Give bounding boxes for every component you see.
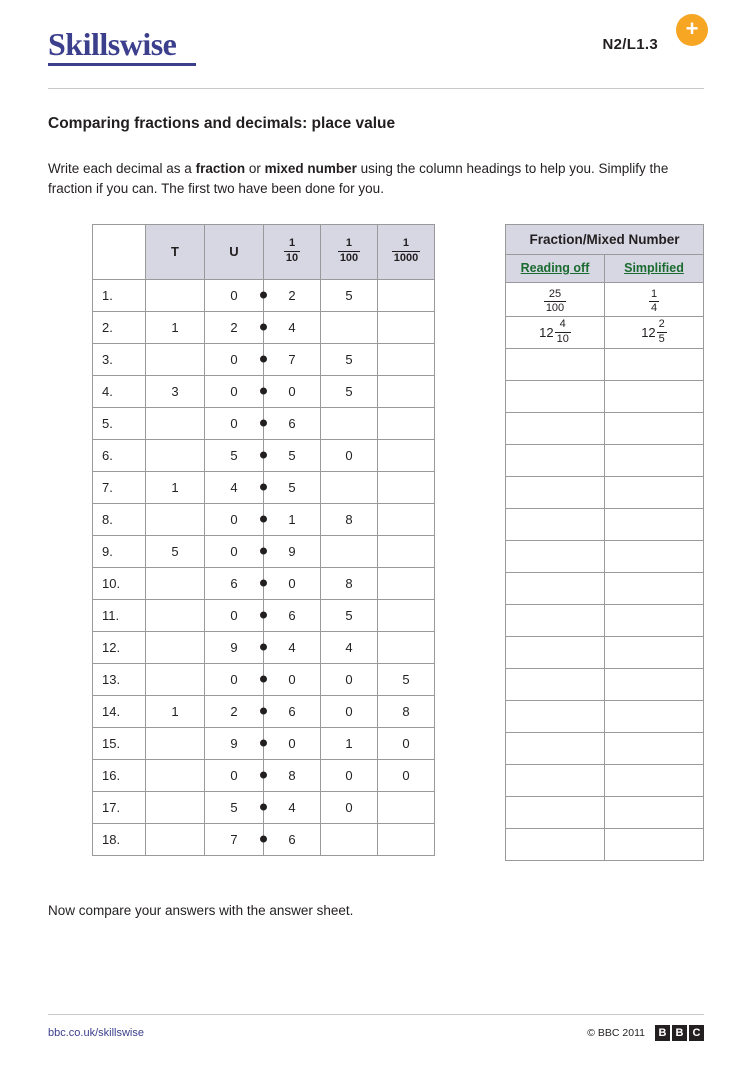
table-row — [93, 663, 435, 695]
cell-tens[interactable] — [146, 439, 205, 471]
cell-tens[interactable] — [146, 279, 205, 311]
cell-units[interactable]: 0 — [205, 759, 264, 791]
cell-thousandths[interactable] — [378, 535, 435, 567]
cell-units[interactable]: 2 — [205, 695, 264, 727]
cell-hundredths[interactable]: 4 — [321, 631, 378, 663]
cell-units[interactable]: 0 — [205, 599, 264, 631]
denominator: 100 — [545, 302, 565, 315]
cell-simplified[interactable] — [605, 636, 704, 668]
cell-tens[interactable] — [146, 823, 205, 855]
cell-simplified[interactable] — [605, 444, 704, 476]
fraction-thousandths: $\frac{1}{1000}$ — [393, 237, 419, 264]
cell-tens[interactable] — [146, 791, 205, 823]
row-number: 13. — [93, 663, 146, 695]
row-number: 6. — [93, 439, 146, 471]
cell-units[interactable]: 7 — [205, 823, 264, 855]
bbc-letter: C — [689, 1025, 704, 1041]
row-number: 10. — [93, 567, 146, 599]
footer-row — [48, 1025, 704, 1041]
answer-group-header: Fraction/Mixed Number — [506, 224, 704, 254]
answer-row — [506, 476, 704, 508]
fraction-tenths: $\frac{1}{10}$ — [285, 237, 299, 264]
cell-reading-off[interactable] — [506, 700, 605, 732]
cell-hundredths[interactable] — [321, 407, 378, 439]
cell-hundredths[interactable]: 0 — [321, 791, 378, 823]
decimal-point-icon — [260, 388, 267, 395]
logo-underline — [48, 63, 196, 66]
cell-reading-off[interactable] — [506, 796, 605, 828]
cell-simplified[interactable] — [605, 732, 704, 764]
answer-row — [506, 316, 704, 348]
answer-table-head — [506, 224, 704, 282]
cell-reading-off[interactable] — [506, 668, 605, 700]
answer-row — [506, 668, 704, 700]
cell-reading-off[interactable] — [506, 476, 605, 508]
row-number: 14. — [93, 695, 146, 727]
decimal-point-icon — [260, 612, 267, 619]
table-row — [93, 471, 435, 503]
answer-row — [506, 732, 704, 764]
table-row — [93, 311, 435, 343]
cell-hundredths[interactable]: 0 — [321, 695, 378, 727]
answer-sub-header-row — [506, 254, 704, 282]
decimal-point-icon — [260, 548, 267, 555]
whole-part: 12 — [641, 324, 656, 340]
cell-reading-off[interactable] — [506, 764, 605, 796]
cell-units[interactable]: 5 — [205, 791, 264, 823]
header-blank — [93, 224, 146, 279]
fraction-hundredths: $\frac{1}{100}$ — [339, 237, 359, 264]
cell-tenths[interactable]: 7 — [264, 343, 321, 375]
place-value-table-head — [93, 224, 435, 279]
instructions-bold-mixed: mixed number — [264, 161, 357, 176]
cell-thousandths[interactable] — [378, 599, 435, 631]
header-hundredths — [321, 224, 378, 279]
cell-thousandths[interactable] — [378, 279, 435, 311]
cell-tens[interactable] — [146, 663, 205, 695]
cell-simplified[interactable] — [605, 412, 704, 444]
fraction-part — [649, 289, 659, 315]
cell-simplified[interactable] — [605, 540, 704, 572]
cell-units[interactable]: 0 — [205, 375, 264, 407]
answer-table — [505, 224, 704, 861]
footer-url[interactable]: bbc.co.uk/skillswise — [48, 1027, 144, 1039]
answer-row — [506, 380, 704, 412]
header-right — [602, 16, 704, 60]
cell-tens[interactable]: 1 — [146, 311, 205, 343]
cell-hundredths[interactable]: 8 — [321, 567, 378, 599]
cell-thousandths[interactable] — [378, 503, 435, 535]
row-number: 11. — [93, 599, 146, 631]
cell-reading-off[interactable] — [506, 380, 605, 412]
page-title: Comparing fractions and decimals: place value — [48, 115, 396, 132]
table-row — [93, 695, 435, 727]
whole-part: 12 — [539, 324, 554, 340]
row-number: 4. — [93, 375, 146, 407]
table-row — [93, 599, 435, 631]
cell-thousandths[interactable]: 0 — [378, 727, 435, 759]
footer-divider — [48, 1014, 704, 1015]
closing-note: Now compare your answers with the answer sheet. — [48, 902, 354, 918]
denominator: 4 — [650, 302, 658, 315]
denominator: 5 — [658, 332, 665, 345]
cell-simplified[interactable] — [605, 700, 704, 732]
cell-hundredths[interactable]: 0 — [321, 759, 378, 791]
cell-units[interactable]: 0 — [205, 503, 264, 535]
cell-hundredths[interactable]: 5 — [321, 279, 378, 311]
cell-hundredths[interactable] — [321, 311, 378, 343]
cell-reading-off[interactable] — [506, 540, 605, 572]
decimal-point-icon — [260, 484, 267, 491]
cell-simplified[interactable] — [605, 380, 704, 412]
decimal-point-icon — [260, 324, 267, 331]
cell-thousandths[interactable]: 5 — [378, 663, 435, 695]
cell-units[interactable]: 6 — [205, 567, 264, 599]
table-row — [93, 631, 435, 663]
place-value-table — [92, 224, 435, 856]
mixed-number — [544, 289, 566, 315]
place-value-table-body — [93, 279, 435, 855]
cell-simplified[interactable] — [605, 764, 704, 796]
cell-hundredths[interactable] — [321, 471, 378, 503]
row-number: 7. — [93, 471, 146, 503]
answer-row — [506, 636, 704, 668]
cell-tens[interactable]: 1 — [146, 695, 205, 727]
copyright-text: © BBC 2011 — [587, 1027, 645, 1039]
decimal-point-icon — [260, 836, 267, 843]
row-number: 12. — [93, 631, 146, 663]
table-row — [93, 375, 435, 407]
cell-tenths[interactable]: 6 — [264, 599, 321, 631]
cell-tenths[interactable]: 8 — [264, 759, 321, 791]
answer-row — [506, 412, 704, 444]
table-row — [93, 279, 435, 311]
answer-table-body — [506, 282, 704, 860]
cell-tenths[interactable]: 6 — [264, 407, 321, 439]
fraction-part — [555, 319, 571, 345]
cell-units[interactable]: 2 — [205, 311, 264, 343]
instructions — [48, 159, 688, 200]
decimal-point-icon — [260, 420, 267, 427]
cell-thousandths[interactable]: 8 — [378, 695, 435, 727]
cell-simplified[interactable] — [605, 476, 704, 508]
decimal-point-icon — [260, 772, 267, 779]
decimal-point-icon — [260, 292, 267, 299]
decimal-point-icon — [260, 580, 267, 587]
row-number: 16. — [93, 759, 146, 791]
row-number: 8. — [93, 503, 146, 535]
instructions-bold-fraction: fraction — [195, 161, 246, 176]
cell-simplified[interactable] — [605, 348, 704, 380]
cell-reading-off[interactable] — [506, 572, 605, 604]
decimal-point-icon — [260, 356, 267, 363]
cell-reading-off[interactable] — [506, 828, 605, 860]
cell-tens[interactable] — [146, 727, 205, 759]
cell-tenths[interactable]: 4 — [264, 311, 321, 343]
answer-row — [506, 282, 704, 316]
cell-thousandths[interactable]: 0 — [378, 759, 435, 791]
table-header-row — [93, 224, 435, 279]
tables-wrapper — [92, 224, 704, 861]
cell-hundredths[interactable]: 1 — [321, 727, 378, 759]
cell-units[interactable]: 0 — [205, 407, 264, 439]
cell-tenths[interactable]: 0 — [264, 567, 321, 599]
decimal-point-icon — [260, 708, 267, 715]
cell-tens[interactable]: 3 — [146, 375, 205, 407]
cell-tenths[interactable]: 6 — [264, 695, 321, 727]
answer-header-reading-off: Reading off — [506, 254, 605, 282]
cell-tens[interactable] — [146, 407, 205, 439]
row-number: 1. — [93, 279, 146, 311]
answer-row — [506, 604, 704, 636]
row-number: 17. — [93, 791, 146, 823]
answer-row — [506, 508, 704, 540]
cell-units[interactable]: 5 — [205, 439, 264, 471]
row-number: 9. — [93, 535, 146, 567]
cell-simplified[interactable] — [605, 796, 704, 828]
cell-hundredths[interactable]: 5 — [321, 599, 378, 631]
table-row — [93, 823, 435, 855]
cell-reading-off[interactable] — [506, 636, 605, 668]
bbc-letter: B — [655, 1025, 670, 1041]
answer-row — [506, 796, 704, 828]
mixed-number — [641, 319, 667, 345]
cell-tens[interactable] — [146, 631, 205, 663]
cell-hundredths[interactable]: 0 — [321, 439, 378, 471]
cell-thousandths[interactable] — [378, 471, 435, 503]
row-number: 3. — [93, 343, 146, 375]
cell-reading-off[interactable] — [506, 508, 605, 540]
table-row — [93, 343, 435, 375]
cell-tenths[interactable]: 1 — [264, 503, 321, 535]
cell-simplified[interactable] — [605, 316, 704, 348]
cell-units[interactable]: 0 — [205, 663, 264, 695]
skillswise-logo — [48, 28, 176, 60]
page-footer — [48, 1014, 704, 1041]
decimal-point-icon — [260, 452, 267, 459]
cell-hundredths[interactable]: 5 — [321, 375, 378, 407]
answer-row — [506, 348, 704, 380]
decimal-point-icon — [260, 644, 267, 651]
cell-tenths[interactable]: 6 — [264, 823, 321, 855]
cell-reading-off[interactable] — [506, 282, 605, 316]
cell-tenths[interactable]: 0 — [264, 663, 321, 695]
table-row — [93, 503, 435, 535]
cell-hundredths[interactable] — [321, 535, 378, 567]
row-number: 15. — [93, 727, 146, 759]
cell-units[interactable]: 0 — [205, 343, 264, 375]
cell-simplified[interactable] — [605, 508, 704, 540]
table-row — [93, 791, 435, 823]
cell-thousandths[interactable] — [378, 791, 435, 823]
row-number: 18. — [93, 823, 146, 855]
table-row — [93, 407, 435, 439]
cell-reading-off[interactable] — [506, 412, 605, 444]
answer-row — [506, 700, 704, 732]
table-row — [93, 567, 435, 599]
cell-hundredths[interactable]: 0 — [321, 663, 378, 695]
cell-tens[interactable] — [146, 343, 205, 375]
cell-reading-off[interactable] — [506, 348, 605, 380]
cell-hundredths[interactable]: 5 — [321, 343, 378, 375]
cell-tenths[interactable]: 5 — [264, 439, 321, 471]
cell-units[interactable]: 9 — [205, 631, 264, 663]
answer-row — [506, 444, 704, 476]
cell-tenths[interactable]: 0 — [264, 727, 321, 759]
cell-tens[interactable]: 1 — [146, 471, 205, 503]
cell-simplified[interactable] — [605, 572, 704, 604]
instructions-part3: using the column headings to help you. Simplify the fraction if you can. The first two have been done for you. — [48, 161, 669, 197]
numerator: 25 — [548, 287, 562, 300]
answer-row — [506, 828, 704, 860]
cell-tenths[interactable]: 0 — [264, 375, 321, 407]
table-row — [93, 535, 435, 567]
answer-row — [506, 572, 704, 604]
cell-tenths[interactable]: 2 — [264, 279, 321, 311]
header-thousandths — [378, 224, 435, 279]
cell-simplified[interactable] — [605, 282, 704, 316]
mixed-number — [539, 319, 571, 345]
cell-units[interactable]: 0 — [205, 279, 264, 311]
cell-tens[interactable] — [146, 567, 205, 599]
row-number: 5. — [93, 407, 146, 439]
cell-thousandths[interactable] — [378, 439, 435, 471]
bbc-letter: B — [672, 1025, 687, 1041]
answer-row — [506, 764, 704, 796]
numerator: 1 — [650, 287, 658, 300]
cell-tens[interactable] — [146, 503, 205, 535]
denominator: 10 — [556, 332, 569, 345]
cell-reading-off[interactable] — [506, 444, 605, 476]
cell-thousandths[interactable] — [378, 407, 435, 439]
header-divider — [48, 88, 704, 89]
cell-simplified[interactable] — [605, 668, 704, 700]
header-tenths — [264, 224, 321, 279]
answer-group-header-row — [506, 224, 704, 254]
numerator: 2 — [658, 318, 665, 331]
footer-right — [587, 1025, 704, 1041]
cell-thousandths[interactable] — [378, 343, 435, 375]
cell-thousandths[interactable] — [378, 631, 435, 663]
cell-thousandths[interactable] — [378, 567, 435, 599]
level-code: N2/L1.3 — [602, 35, 658, 53]
cell-tenths[interactable]: 5 — [264, 471, 321, 503]
header-tens: T — [146, 224, 205, 279]
table-row — [93, 727, 435, 759]
cell-tens[interactable]: 5 — [146, 535, 205, 567]
cell-tenths[interactable]: 4 — [264, 631, 321, 663]
cell-tens[interactable] — [146, 759, 205, 791]
fraction-part — [657, 319, 667, 345]
cell-reading-off[interactable] — [506, 732, 605, 764]
cell-reading-off[interactable] — [506, 604, 605, 636]
instructions-part2: or — [245, 161, 265, 176]
instructions-part1: Write each decimal as a — [48, 161, 196, 176]
cell-hundredths[interactable]: 8 — [321, 503, 378, 535]
cell-simplified[interactable] — [605, 604, 704, 636]
cell-hundredths[interactable] — [321, 823, 378, 855]
cell-simplified[interactable] — [605, 828, 704, 860]
plus-badge-icon: + — [676, 14, 708, 46]
fraction-part — [544, 289, 566, 315]
cell-tenths[interactable]: 4 — [264, 791, 321, 823]
answer-header-simplified: Simplified — [605, 254, 704, 282]
numerator: 4 — [559, 318, 566, 331]
table-row — [93, 439, 435, 471]
cell-tens[interactable] — [146, 599, 205, 631]
answer-row — [506, 540, 704, 572]
logo-text: Skillswise — [48, 26, 177, 62]
decimal-point-icon — [260, 676, 267, 683]
cell-reading-off[interactable] — [506, 316, 605, 348]
cell-tenths[interactable]: 9 — [264, 535, 321, 567]
cell-thousandths[interactable] — [378, 823, 435, 855]
cell-thousandths[interactable] — [378, 311, 435, 343]
cell-units[interactable]: 0 — [205, 535, 264, 567]
decimal-point-icon — [260, 804, 267, 811]
bbc-logo — [655, 1025, 704, 1041]
decimal-point-icon — [260, 740, 267, 747]
page-header — [48, 0, 704, 88]
decimal-point-icon — [260, 516, 267, 523]
row-number: 2. — [93, 311, 146, 343]
mixed-number — [649, 289, 659, 315]
table-row — [93, 759, 435, 791]
cell-units[interactable]: 4 — [205, 471, 264, 503]
header-units: U — [205, 224, 264, 279]
cell-thousandths[interactable] — [378, 375, 435, 407]
cell-units[interactable]: 9 — [205, 727, 264, 759]
